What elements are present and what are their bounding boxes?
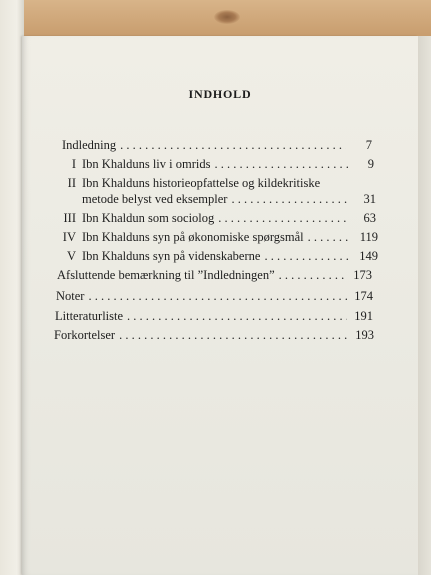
toc-label: Indledning: [62, 138, 117, 152]
toc-entry-afsluttende: [57, 268, 372, 283]
toc-entry-chapter-3: [60, 211, 376, 226]
toc-entry-noter: [56, 289, 373, 304]
toc-label: Ibn Khalduns liv i omrids: [82, 157, 211, 171]
left-page-edge: [0, 0, 24, 575]
right-page-edge: [418, 36, 431, 575]
leader-dots: [127, 309, 347, 324]
leader-dots: [308, 230, 352, 245]
toc-label: Forkortelser: [54, 328, 116, 342]
toc-entry-chapter-2: [82, 192, 376, 207]
toc-page-number: 119: [359, 230, 378, 244]
toc-page-number: 191: [354, 309, 373, 323]
toc-entry-chapter-2-line1: [60, 176, 320, 191]
toc-page-number: 149: [359, 249, 378, 263]
chapter-number: II: [67, 176, 76, 190]
book-page: [22, 36, 418, 575]
leader-dots: [214, 157, 348, 172]
toc-label: metode belyst ved eksempler: [82, 192, 228, 206]
toc-entry-chapter-1: [60, 157, 374, 172]
toc-entry-forkortelser: [54, 328, 374, 343]
toc-label: Ibn Khalduns syn på økonomiske spørgsmål: [82, 230, 304, 244]
leader-dots: [88, 289, 347, 304]
chapter-number: V: [66, 249, 76, 263]
toc-page-number: 7: [365, 138, 372, 152]
chapter-number: I: [71, 157, 76, 171]
toc-label: Noter: [56, 289, 85, 303]
toc-label: Ibn Khalduns syn på videnskaberne: [82, 249, 261, 263]
toc-page-number: 193: [355, 328, 374, 342]
wood-knot: [214, 10, 240, 24]
toc-entry-indledning: [62, 138, 372, 153]
page-title: INDHOLD: [188, 87, 252, 101]
chapter-number: III: [63, 211, 76, 225]
toc-page-number: 31: [363, 192, 376, 206]
toc-entry-litteraturliste: [55, 309, 373, 324]
chapter-number: IV: [62, 230, 76, 244]
leader-dots: [120, 138, 346, 153]
toc-label: Afsluttende bemærkning til ”Indledningen”: [57, 268, 275, 282]
toc-label-line1: Ibn Khalduns historieopfattelse og kildekritiske: [82, 176, 321, 190]
toc-label: Litteraturliste: [55, 309, 124, 323]
leader-dots: [279, 268, 346, 283]
toc-entry-chapter-4: [60, 230, 378, 245]
toc-label: Ibn Khaldun som sociolog: [82, 211, 215, 225]
leader-dots: [218, 211, 350, 226]
toc-page-number: 9: [367, 157, 374, 171]
toc-entry-chapter-5: [60, 249, 378, 264]
leader-dots: [119, 328, 348, 343]
toc-page-number: 174: [354, 289, 373, 303]
toc-page-number: 63: [363, 211, 376, 225]
leader-dots: [231, 192, 350, 207]
toc-page-number: 173: [353, 268, 372, 282]
leader-dots: [264, 249, 352, 264]
